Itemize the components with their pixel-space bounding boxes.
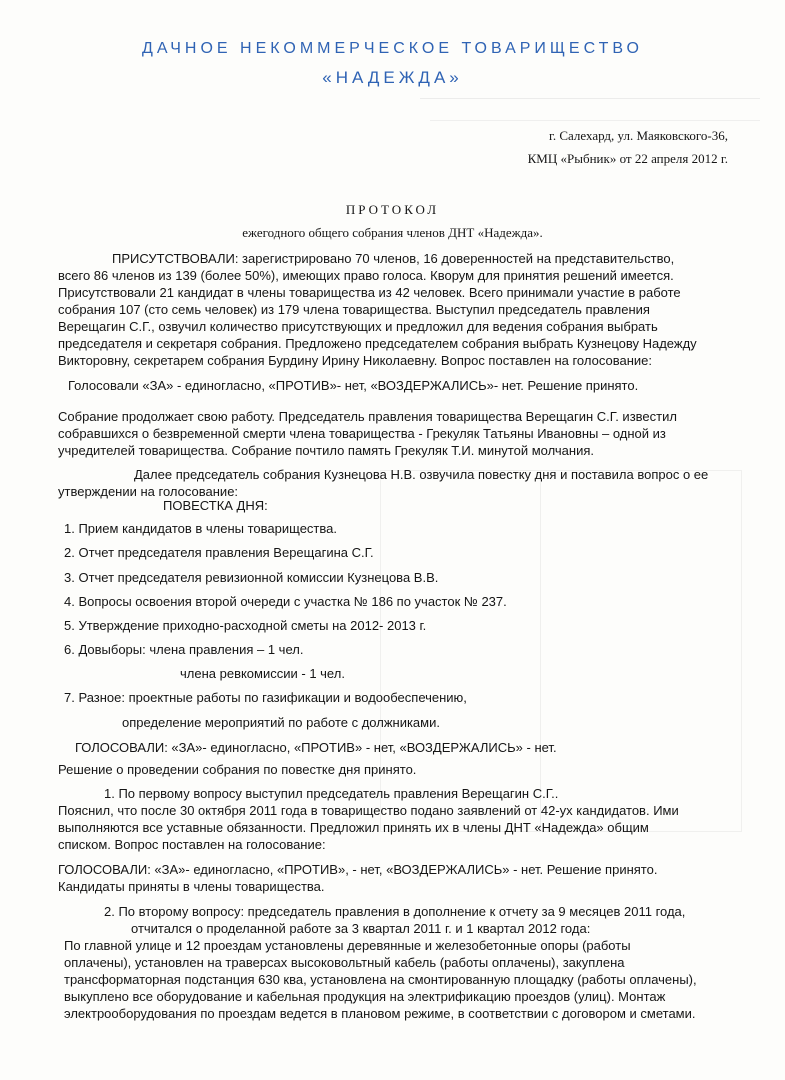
vote-result-1: Голосовали «ЗА» - единогласно, «ПРОТИВ»- нет, «ВОЗДЕРЖАЛИСЬ»- нет. Решение принято. <box>68 378 639 393</box>
text-line: выкуплено все оборудование и кабельная продукция на электрификацию проездов (улиц). Монтаж <box>64 989 666 1004</box>
text-line: Собрание продолжает свою работу. Председатель правления товарищества Верещагин С.Г. известил <box>58 409 677 424</box>
doc-title: ПРОТОКОЛ <box>345 202 440 217</box>
agenda-item: 3. Отчет председателя ревизионной комиссии Кузнецова В.В. <box>64 570 439 585</box>
doc-subtitle: ежегодного общего собрания членов ДНТ «Надежда». <box>242 225 543 240</box>
text-line: 2. По второму вопросу: председатель правления в дополнение к отчету за 9 месяцев 2011 года, <box>104 904 686 919</box>
text-line: Пояснил, что после 30 октября 2011 года в товарищество подано заявлений от 42-ух кандидатов. Ими <box>58 803 679 818</box>
text-line: ПРИСУТСТВОВАЛИ: зарегистрировано 70 членов, 16 доверенностей на представительство, <box>112 251 675 266</box>
agenda-item: 1. Прием кандидатов в члены товарищества. <box>64 521 337 536</box>
text-line: Кандидаты приняты в члены товарищества. <box>58 879 325 894</box>
agenda-item: члена ревкомиссии - 1 чел. <box>180 666 345 681</box>
agenda-title: ПОВЕСТКА ДНЯ: <box>163 498 268 513</box>
text-line: выполняются все уставные обязанности. Предложил принять их в члены ДНТ «Надежда» общим <box>58 820 649 835</box>
org-header-line2: «НАДЕЖДА» <box>322 68 463 87</box>
text-line: ГОЛОСОВАЛИ: «ЗА»- единогласно, «ПРОТИВ», - нет, «ВОЗДЕРЖАЛИСЬ» - нет. Решение принято. <box>58 862 658 877</box>
org-header-line1: ДАЧНОЕ НЕКОММЕРЧЕСКОЕ ТОВАРИЩЕСТВО <box>142 40 643 57</box>
agenda-item: 5. Утверждение приходно-расходной сметы на 2012- 2013 г. <box>64 618 427 633</box>
vote-result-2: ГОЛОСОВАЛИ: «ЗА»- единогласно, «ПРОТИВ» - нет, «ВОЗДЕРЖАЛИСЬ» - нет. <box>75 740 557 755</box>
text-line: электрооборудования по проездам ведется в плановом режиме, в соответствии с договором и сметами. <box>64 1006 696 1021</box>
text-line: Присутствовали 21 кандидат в члены товарищества из 42 человек. Всего принимали участие в работе <box>58 285 681 300</box>
agenda-item: 7. Разное: проектные работы по газификации и водообеспечению, <box>64 690 467 705</box>
text-line: списком. Вопрос поставлен на голосование: <box>58 837 326 852</box>
agenda-item: 2. Отчет председателя правления Верещагина С.Г. <box>64 545 374 560</box>
address-line2: КМЦ «Рыбник» от 22 апреля 2012 г. <box>527 151 728 166</box>
text-line: утверждении на голосование: <box>58 484 239 499</box>
text-line: отчитался о проделанной работе за 3 квартал 2011 г. и 1 квартал 2012 года: <box>131 921 591 936</box>
agenda-item: 6. Довыборы: члена правления – 1 чел. <box>64 642 304 657</box>
text-line: 1. По первому вопросу выступил председатель правления Верещагин С.Г.. <box>104 786 559 801</box>
text-line: По главной улице и 12 проездам установлены деревянные и железобетонные опоры (работы <box>64 938 631 953</box>
text-line: учредителей товарищества. Собрание почтило память Грекуляк Т.И. минутой молчания. <box>58 443 594 458</box>
text-line: оплачены), установлен на траверсах высоковольтный кабель (работы оплачены), закуплена <box>64 955 625 970</box>
text-line: Викторовну, секретарем собрания Бурдину Ирину Николаевну. Вопрос поставлен на голосование: <box>58 353 652 368</box>
agenda-decision: Решение о проведении собрания по повестке дня принято. <box>58 762 417 777</box>
text-line: председателя и секретаря собрания. Предложено председателем собрания выбрать Кузнецову Надежду <box>58 336 697 351</box>
text-line: трансформаторная подстанция 630 ква, установлена на смонтированную площадку (работы оплачены), <box>64 972 697 987</box>
address-line1: г. Салехард, ул. Маяковского-36, <box>548 128 728 143</box>
text-line: собравшихся о безвременной смерти члена товарищества - Грекуляк Татьяны Ивановны – одной из <box>58 426 666 441</box>
text-line: Верещагин С.Г., озвучил количество присутствующих и предложил для ведения собрания выбрать <box>58 319 658 334</box>
agenda-item: 4. Вопросы освоения второй очереди с участка № 186 по участок № 237. <box>64 594 507 609</box>
text-line: Далее председатель собрания Кузнецова Н.В. озвучила повестку дня и поставила вопрос о ее <box>134 467 709 482</box>
agenda-item: определение мероприятий по работе с должниками. <box>122 715 440 730</box>
text-line: всего 86 членов из 139 (более 50%), имеющих право голоса. Кворум для принятия решений имеется. <box>58 268 674 283</box>
text-line: собрания 107 (сто семь человек) из 179 члена товарищества. Выступил председатель правления <box>58 302 650 317</box>
